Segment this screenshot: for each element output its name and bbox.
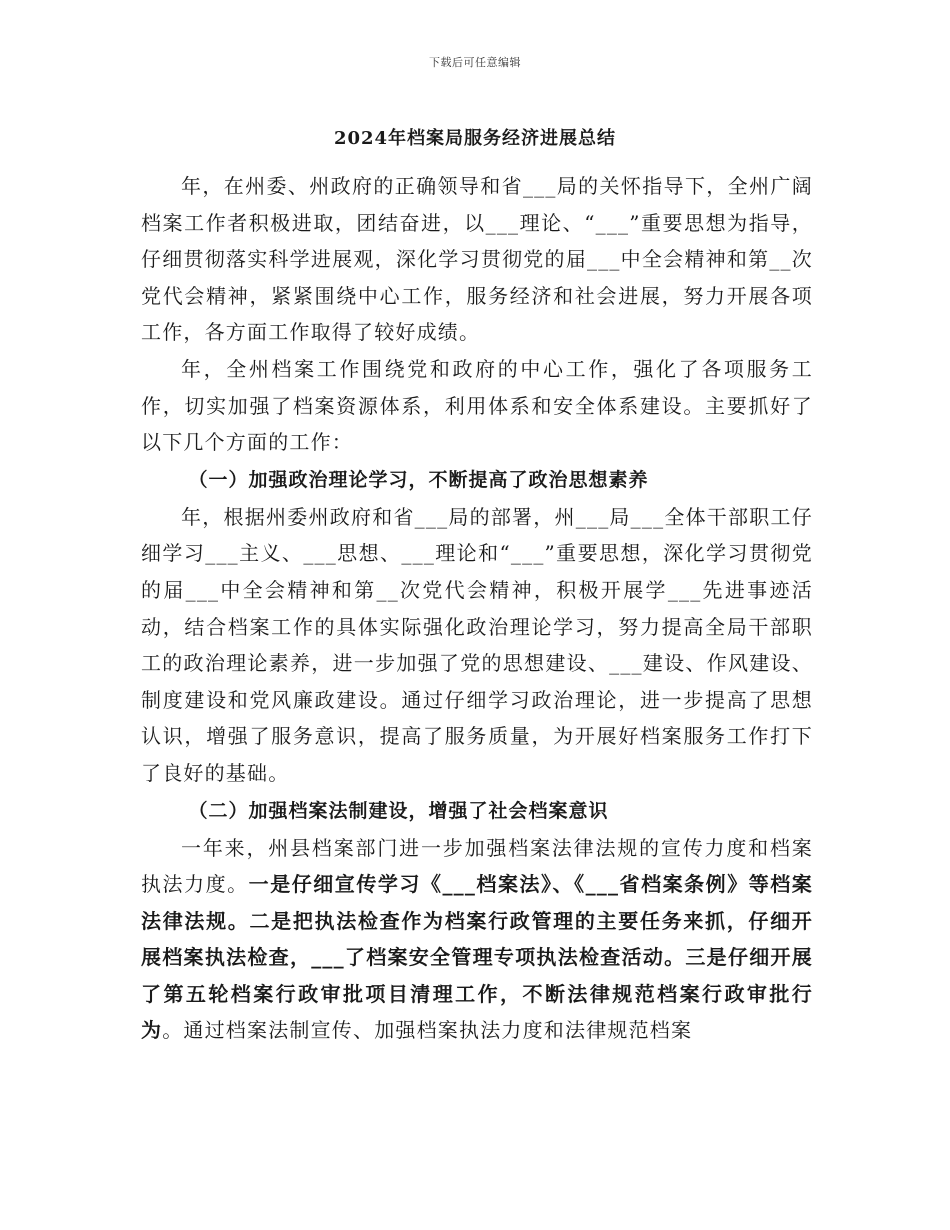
paragraph-2: 年，全州档案工作围绕党和政府的中心工作，强化了各项服务工作，切实加强了档案资源体系，利用体系和安全体系建设。主要抓好了以下几个方面的工作： [141,356,813,455]
document-title: 2024年档案局服务经济进展总结 [333,128,617,149]
paragraph-4-intro: 一年来，州县档案部门进一步加强档案法律法规的宣传力度和档案执法力度。 [141,835,813,897]
document-body [141,168,813,1049]
paragraph-4 [141,830,813,1050]
header-note: 下载后可任意编辑 [429,56,521,69]
paragraph-4-bold: 一是仔细宣传学习《___档案法》、《___省档案条例》等档案法律法规。二是把执法检查作为档案行政管理的主要任务来抓，仔细开展档案执法检查，___了档案安全管理专项执法检查活动。三是仔细开展了第五轮档案行政审批项目清理工作，不断法律规范档案行政审批行为 [141,872,814,1043]
paragraph-3: 年，根据州委州政府和省___局的部署，州___局___全体干部职工仔细学习___主义、___思想、___理论和“___”重要思想，深化学习贯彻党的届___中全会精神和第__次党代会精神，积极开展学___先进事迹活动，结合档案工作的具体实际强化政治理论学习，努力提高全局干部职工的政治理论素养，进一步加强了党的思想建设、___建设、作风建设、制度建设和党风廉政建设。通过仔细学习政治理论，进一步提高了思想认识，增强了服务意识，提高了服务质量，为开展好档案服务工作打下了良好的基础。 [141,504,813,785]
section-heading-1: （一）加强政治理论学习，不断提高了政治思想素养 [188,468,649,491]
section-heading-2: （二）加强档案法制建设，增强了社会档案意识 [188,799,609,822]
paragraph-4-tail: 。通过档案法制宣传、加强档案执法力度和法律规范档案 [162,1018,693,1043]
paragraph-1: 年，在州委、州政府的正确领导和省___局的关怀指导下，全州广阔档案工作者积极进取，团结奋进，以___理论、“___”重要思想为指导，仔细贯彻落实科学进展观，深化学习贯彻党的届___中全会精神和第__次党代会精神，紧紧围绕中心工作，服务经济和社会进展，努力开展各项工作，各方面工作取得了较好成绩。 [141,174,813,345]
